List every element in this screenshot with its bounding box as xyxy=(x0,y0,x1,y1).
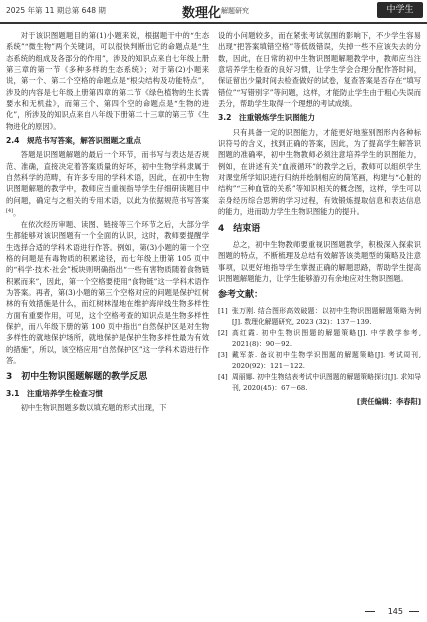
paragraph: 答题是识图题解题的最后一个环节，而书写与表达是否规范、准确，直接决定着答案质量的好坏，初中生物学科隶属于自然科学的范畴，有许多专用的学科术语，因此，在初中生物识图题解题的教学中，教师应当重视指导学生仔细研读题目中的问题，确定与之相关的专用术语，以此为依据规范书写答案[4]。 xyxy=(6,150,209,218)
reference-item: [4] 周丽娜. 初中生物结表考试中识图题的解题策略探讨[J]. 求知导刊, 2020(45)：67－68. xyxy=(218,372,421,392)
paragraph: 初中生物识图题多数以填充题的形式出现，下 xyxy=(20,403,167,413)
journal-logo: 中学生 xyxy=(377,2,423,18)
page-number-rule-left xyxy=(365,611,375,612)
references-title: 参考文献： xyxy=(218,290,264,301)
page-number: 145 xyxy=(387,607,403,616)
journal-title: 数理化 xyxy=(182,6,222,21)
reference-list xyxy=(218,306,421,394)
reference-item: [2] 高红霞. 初中生物识图题的解题策略[J]. 中学教学参考, 2021(8)：90－92. xyxy=(218,328,421,348)
paragraph: 对于该识图题题目的第(1)小题来说，根据题干中的“生态系统”“微生物”两个关键词，可以很快判断出它的命题点是“生态系统的组成及各部分的作用”，涉及的知识点来自七年级上册第三章的第一节《多种多样的生态系统》；对于第(2)小题来说，第一个、第二个空格的命题点是“根尖结构及功能特点”，涉及的内容是七年级上册第四章的第二节《绿色植物的生长需要水和无机盐》，而第三个、第四个空的命题点是“生物的进化”，所涉及的知识点来自八年级下册第二十三章的第三节《生物进化的原因》。 xyxy=(6,31,209,131)
responsible-editor: [责任编辑：李春阳] xyxy=(356,396,421,406)
issue-info: 2025 年第 11 期总第 648 期 xyxy=(6,6,106,15)
page-header xyxy=(0,0,427,24)
section-heading-3-1: 3.1 注重培养学生检查习惯 xyxy=(6,388,103,398)
section-heading-2-4: 2.4 规范书写答案，解答识图题之重点 xyxy=(6,136,141,146)
paragraph: 总之，初中生物教师要重视识图题教学，积极深入探索识图题的特点，不断梳理及总结有效解答该类题型的策略及注意事项，以更好地指导学生掌握正确的解题思路，帮助学生提高识图题解题能力，让学生能够游刃有余地应对生物识图题。 xyxy=(218,239,421,283)
reference-item: [3] 戴军茶. 备议初中生物学识图题的解题策略[J]. 考试周刊, 2020(92)：121－122. xyxy=(218,350,421,370)
left-column xyxy=(6,30,209,413)
paragraph: 在依次经历审题、读图、链接等三个环节之后，大部分学生都能够对该识图题有一个全面的认识，这时，教师要提醒学生选择合适的学科术语进行作答。例如，第(3)小题的第一个空格的问题是有毒物质的积累途径，而七年级上册第 105 页中的“科学·技术·社会”板块则明确指出“一些有害物质随着食物链积累而来”，因此，第一个空格要使用“食物链”这一学科术语作为答案。再者，第(3)小题的第三个空格对应的问题是保护红树林的有效措施是什么，而红树林湿地在维护海岸线生物多样性方面有重要作用，可见，这个空格考查的知识点是生物多样性保护，而八年级下册的第 100 页中指出“自然保护区是对生物多样性的就地保护场所，就地保护是保护生物多样性最为有效的措施”，所以，该空格应用“自然保护区”这一学科术语进行作答。 xyxy=(6,219,209,366)
citation-ref: [4] xyxy=(6,208,14,215)
page-number-rule-right xyxy=(409,611,419,612)
paragraph: 只有具备一定的识图能力，才能更好地鉴别图形内各种标识符号的含义，找到正确的答案，因此，为了提高学生解答识图题的准确率，初中生物教师必须注意培养学生的识图能力，例如，在讲述有关“血液循环”的教学之后，教师可以组织学生对课堂所学知识进行归纳并绘制相应的简笔画，构建与“心脏的结构”“三种血管的关系”等知识相关的概念图，这样，学生可以亲身经历综合思辨的学习过程，有效锻炼提取信息和表达信息的能力，进而助力学生生物识图能力的提升。 xyxy=(218,127,421,217)
section-title: 解题研究 xyxy=(221,7,249,15)
section-heading-3-2: 3.2 注重锻炼学生识图能力 xyxy=(218,113,315,123)
paragraph: 设的小问题较多，而在紧张考试氛围的影响下，不少学生容易出现“把答案填错空格”等低级错误，失掉一些不应该失去的分数，因此，在日常的初中生物识图题解题教学中，教师应当注意培养学生检查的良好习惯，让学生学会合理分配作答时间，保证留出少量时间去检查做好的试卷，复查答案是否存在“填写错位”“写错别字”等问题，这样，才能防止学生由于粗心失误而丢分，帮助学生取得一个理想的考试成绩。 xyxy=(218,31,421,109)
right-column xyxy=(218,30,421,407)
reference-item: [1] 张万刚. 结合图形高效破题：以初中生物识图题解题策略为例[J]. 数理化解题研究, 2023 (32)：137－139. xyxy=(218,306,421,326)
section-heading-3: 3 初中生物识图题解题的教学反思 xyxy=(6,372,148,383)
header-divider xyxy=(0,22,427,24)
section-heading-4: 4 结束语 xyxy=(218,223,261,234)
